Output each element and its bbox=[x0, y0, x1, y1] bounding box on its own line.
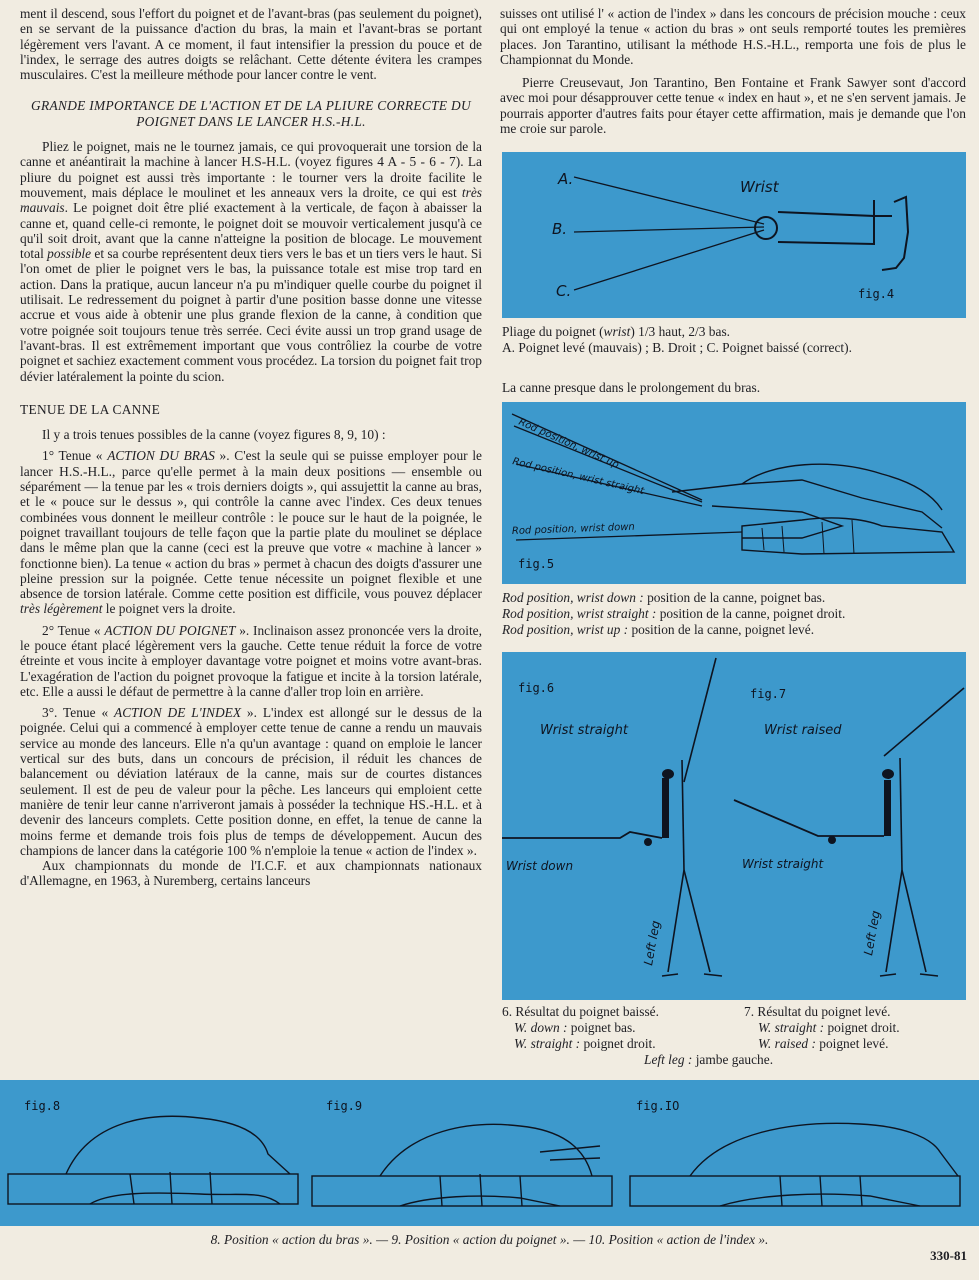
fig4-caption-line1: Pliage du poignet (wrist) 1/3 haut, 2/3 bas. bbox=[502, 324, 730, 339]
fig4-label-c: C. bbox=[556, 282, 572, 300]
fig4-caption-line2: A. Poignet levé (mauvais) ; B. Droit ; C. Poignet baissé (correct). bbox=[502, 340, 852, 355]
paragraph-grip-wrist: 2° Tenue « ACTION DU POIGNET ». Inclinaison assez prononcée vers la droite, le pouce étant placé légèrement vers la gauche. Cette tenue réduit la force de votre étreinte et vous incite à employer davantage votre poignet et moins votre avant-bras. L'exagération de l'action du poignet provoque la fatigue et incite à la torsion latérale, etc. Elle a aussi le défaut de permettre à la canne d'aller trop loin en arrière. bbox=[20, 622, 482, 699]
fig7-wrist-raised-label: Wrist raised bbox=[764, 723, 842, 738]
fig9-tag: fig.9 bbox=[326, 1099, 363, 1113]
figure-5-drawing bbox=[502, 402, 966, 584]
paragraph-grip-index: 3°. Tenue « ACTION DE L'INDEX ». L'index est allongé sur le dessus de la poignée. Celui qui a commencé à employer cette tenue de canne a rendu un mauvais service au monde des lanceurs. Elle n'a qu'un avantage : quand on emploie le lancer vertical sur des buts, dans un concours de précision, il réduit les chances de balancement ou déviation latéraux de la canne, mais sur de courtes distances seulement. Il est de peu de valeur pour la pêche. Les lanceurs qui emploient cette manière de tenir leur canne n'arriveront jamais à posséder la technique HS.-H.L. et à devenir des lanceurs complets. Cette position donne, en effet, la tenue de canne la moins ferme et demande trois fois plus de temps de développement. Aucun des champions de lancer dans la catégorie 100 % n'emploie la tenue « action de l'index ». bbox=[20, 705, 482, 858]
fig7-tag: fig.7 bbox=[750, 687, 787, 701]
fig4-wrist-label: Wrist bbox=[740, 178, 779, 196]
figure-4-drawing bbox=[502, 152, 966, 318]
fig5-rod-down-label: Rod position, wrist down bbox=[511, 521, 635, 537]
figure-6-caption: 6. Résultat du poignet baissé. W. down : poignet bas. W. straight : poignet droit. bbox=[502, 1004, 659, 1051]
figure-8-10-panel bbox=[0, 1080, 979, 1226]
figure-6-7-drawing bbox=[502, 652, 966, 1000]
fig5-caption-down: Rod position, wrist down : position de la canne, poignet bas. bbox=[502, 590, 826, 605]
fig5-caption-straight: Rod position, wrist straight : position de la canne, poignet droit. bbox=[502, 606, 846, 621]
fig7-left-leg-label: Left leg bbox=[861, 909, 883, 957]
fig4-label-a: A. bbox=[558, 170, 574, 188]
fig5-rod-straight-label: Rod position, wrist straight bbox=[511, 456, 646, 498]
page-number: 330-81 bbox=[930, 1248, 967, 1263]
fig6-tag: fig.6 bbox=[518, 681, 555, 695]
section-heading-grip: TENUE DE LA CANNE bbox=[20, 401, 161, 417]
fig5-caption-up: Rod position, wrist up : position de la canne, poignet levé. bbox=[502, 622, 815, 637]
fig5-tag: fig.5 bbox=[518, 557, 555, 571]
left-column bbox=[20, 6, 482, 889]
figure-5-panel bbox=[502, 402, 966, 584]
fig5-rod-up-label: Rod position, wrist up bbox=[516, 416, 621, 471]
right-column bbox=[500, 6, 966, 136]
paragraph-swiss: suisses ont utilisé l' « action de l'index » dans les concours de précision mouche : ceux qui ont employé la tenue « action du bras » ont seuls remporté toutes les premières places. Jon Tarantino, utilisant la méthode H.S.-H.L., remporta une fois de plus le Championnat du Monde. bbox=[500, 6, 966, 67]
fig8-tag: fig.8 bbox=[24, 1099, 61, 1113]
figure-5-caption bbox=[502, 590, 974, 638]
paragraph-agreement: Pierre Creusevaut, Jon Tarantino, Ben Fontaine et Frank Sawyer sont d'accord avec moi pour désapprouver cette tenue « index en haut », et ne s'en servent jamais. Je pourrais apporter d'autres faits pour étayer cette affirmation, mais je demande que l'on me croie sur parole. bbox=[500, 75, 966, 137]
figure-5-above-text: La canne presque dans le prolongement du bras. bbox=[502, 380, 761, 395]
figure-6-7-panel bbox=[502, 652, 966, 1000]
figure-4-panel bbox=[502, 152, 966, 318]
figure-8-10-caption: 8. Position « action du bras ». — 9. Position « action du poignet ». — 10. Position « action de l'index ». bbox=[210, 1232, 769, 1247]
fig6-wrist-down-label: Wrist down bbox=[506, 859, 574, 873]
paragraph-grips-intro: Il y a trois tenues possibles de la canne (voyez figures 8, 9, 10) : bbox=[42, 427, 386, 443]
section-heading-wrist: GRANDE IMPORTANCE DE L'ACTION ET DE LA PLIURE CORRECTE DU POIGNET DANS LE LANCER H.S.-H.L. bbox=[31, 98, 471, 129]
fig7-wrist-straight-label: Wrist straight bbox=[742, 857, 824, 871]
fig10-tag: fig.IO bbox=[636, 1099, 680, 1113]
intro-paragraph: ment il descend, sous l'effort du poignet et de l'avant-bras (pas seulement du poignet), en se servant de la puissance d'action du bras, la main et l'avant-bras se portant légèrement vers l'avant. A ce moment, il faut intensifier la pression du pouce et de l'index, le serrage des autres doigts se relâchant. Cette détente évitera les crampes musculaires. C'est la meilleure méthode pour lancer contre le vent. bbox=[20, 6, 482, 83]
fig4-tag: fig.4 bbox=[858, 287, 895, 301]
paragraph-wrist: Pliez le poignet, mais ne le tournez jamais, ce qui provoquerait une torsion de la canne et anéantirait la machine à lancer H.S-H.L. (voyez figures 4 A - 5 - 6 - 7). La pliure du poignet est aussi très importante : le tourner vers la droite facilite le mouvement, mais déplace le moulinet et les anneaux vers la droite, ce qui est très mauvais. Le poignet doit être plié exactement à la verticale, de façon à abaisser la canne et, quand celle-ci remonte, le poignet doit se mouvoir verticalement jusqu'à ce qu'il soit droit, avant que la canne n'atteigne la position de blocage. Le mouvement total possible et sa courbe représentent deux tiers vers le bas et un tiers vers le haut. Si l'on omet de plier le poignet vers le bas, la puissance totale est mise trop tard en action. Dans la pratique, aucun lanceur n'a pu m'indiquer quelle courbe du poignet il utilisait. Le redressement du poignet à partir d'une position basse donne une vitesse accrue et vous aide à obtenir une plus grande flexion de la canne, à condition que votre poignée soit toujours tenue très serrée. Ceci évite aussi un trop grand usage de l'avant-bras. Il est extrêmement important que vous contrôliez la courbe de votre poignet et sachiez exactement comment vous procédez. La torsion du poignet fait trop dévier latéralement la pointe du scion. bbox=[20, 139, 482, 384]
figure-4-caption bbox=[502, 324, 972, 356]
paragraph-grip-arm: 1° Tenue « ACTION DU BRAS ». C'est la seule qui se puisse employer pour le lancer H.S.-H.L., parce qu'elle permet à la main deux positions — ensemble ou séparément — la tenue par les « trois derniers doigts », qui assujettit la canne au bras, et le « pouce sur le dessus », qui contrôle la canne avec l'index. Ces deux tenues combinées vous donnent le meilleur contrôle : le pouce sur le haut de la poignée, le poignet travaillant toujours de telle façon que la partie plate du moulinet se déplace dans le même plan que la canne (ceci est la preuve que votre « machine à lancer » fonctionne bien). La tenue « action du bras » permet à chacun des doigts d'assurer une pleine pression sur la poignée. Cette tenue nécessite un poignet flexible et une absence de torsion latérale. Comme cette position est difficile, vous pouvez déplacer très légèrement le poignet vers la droite. bbox=[20, 448, 482, 617]
figure-8-10-drawing bbox=[0, 1080, 979, 1226]
paragraph-championships: Aux championnats du monde de l'I.C.F. et aux championnats nationaux d'Allemagne, en 1963, à Nuremberg, certains lanceurs bbox=[20, 858, 482, 889]
fig6-wrist-straight-label: Wrist straight bbox=[540, 723, 628, 738]
figure-6-7-caption-leg: Left leg : jambe gauche. bbox=[644, 1052, 774, 1067]
figure-7-caption: 7. Résultat du poignet levé. W. straight : poignet droit. W. raised : poignet levé. bbox=[744, 1004, 900, 1051]
fig4-label-b: B. bbox=[552, 220, 568, 238]
fig6-left-leg-label: Left leg bbox=[641, 919, 663, 967]
